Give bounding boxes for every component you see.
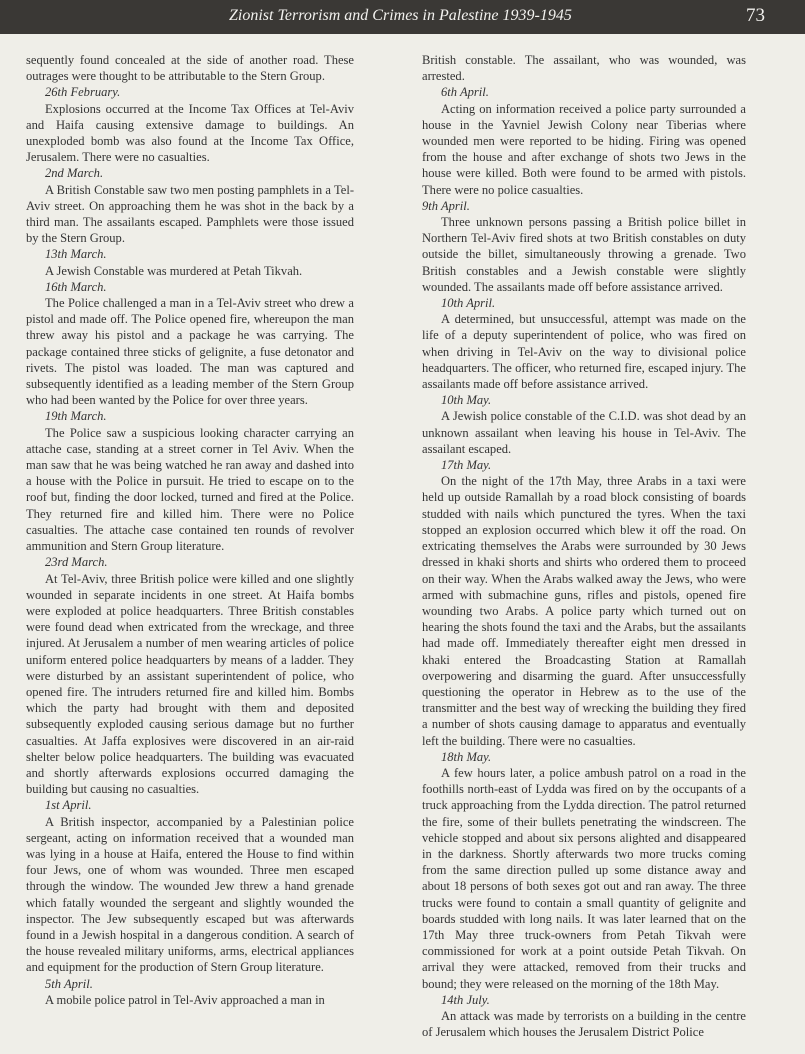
running-title: Zionist Terrorism and Crimes in Palestine 1939-1945 xyxy=(229,7,572,24)
entry-date: 19th March. xyxy=(45,409,107,424)
paragraph: A Jewish Constable was murdered at Petah Tikvah. xyxy=(45,263,303,278)
paragraph: The Police saw a suspicious looking character carrying an attache case, standing at a street corner in Tel Aviv. When the man saw that he was being watched he ran away and dashed into a house with the Police in pursuit. He tried to escape on to the roof but, finding the door locked, turned and fired at the Police. They returned fire and killed him. There were no Police casualties. The attache case contained ten rounds of revolver ammunition and Stern Group literature. xyxy=(26,425,354,554)
paragraph: A Jewish police constable of the C.I.D. was shot dead by an unknown assailant when leaving his house in Tel-Aviv. The assailant escaped. xyxy=(422,409,746,456)
paragraph: The Police challenged a man in a Tel-Aviv street who drew a pistol and made off. The Police opened fire, whereupon the man threw away his pistol and a package he was carrying. The package contained three sticks of gelignite, a fuse detonator and rivets. The pistol was loaded. The man was captured and subsequently identified as a leading member of the Stern Group who had been wanted by the Police for over three years. xyxy=(26,296,354,408)
entry-date: 10th April. xyxy=(441,296,496,311)
entry-date: 9th April. xyxy=(422,198,470,213)
page-number: 73 xyxy=(746,5,765,26)
paragraph: Three unknown persons passing a British police billet in Northern Tel-Aviv fired shots at two British constables on duty outside the billet, simultaneously throwing a grenade. Two British constables and a Jewish constable were slightly wounded. The assailants made off before assistance arrived. xyxy=(422,215,746,294)
paragraph: At Tel-Aviv, three British police were killed and one slightly wounded in separate incidents in one street. At Haifa bombs were exploded at police headquarters. Three British constables were found dead when extricated from the wreckage, and three injured. At Jerusalem a number of men wearing articles of police uniform entered police headquarters by means of a ladder. They were disturbed by an assistant superintendent of police, who opened fire. The intruders returned fire and killed him. Bombs which the party had brought with them and deposited subsequently exploded causing serious damage but no further casualties. At Jaffa explosives were discovered in an air-raid shelter below police headquarters. The building was evacuated and shortly afterwards explosions occurred damaging the building but causing no casualties. xyxy=(26,571,354,797)
left-column xyxy=(26,52,354,1008)
entry-date: 13th March. xyxy=(45,247,107,262)
entry-date: 23rd March. xyxy=(45,555,108,570)
continued-paragraph: sequently found concealed at the side of another road. These outrages were thought to be attributable to the Stern Group. xyxy=(26,53,354,84)
entry-date: 17th May. xyxy=(441,458,492,473)
entry-date: 1st April. xyxy=(45,798,92,813)
entry-date: 26th February. xyxy=(45,85,121,100)
paragraph: Acting on information received a police party surrounded a house in the Yavniel Jewish Colony near Tiberias where wounded men were reported to be hiding. Firing was opened from the house and after exchange of shots two Jews in the house were killed. Both were found to be armed with pistols. There were no police casualties. xyxy=(422,101,746,197)
paragraph: A British Constable saw two men posting pamphlets in a Tel-Aviv street. On approaching them he was shot in the back by a third man. The assailants escaped. Pamphlets were those issued by the Stern Group. xyxy=(26,182,354,246)
paragraph: A mobile police patrol in Tel-Aviv approached a man in xyxy=(45,992,325,1007)
entry-date: 18th May. xyxy=(441,749,492,764)
paragraph: A British inspector, accompanied by a Palestinian police sergeant, acting on information received that a wounded man was lying in a house at Haifa, entered the House to find within four Jews, one of whom was wounded. Three men escaped through the window. The wounded Jew threw a hand grenade which fatally wounded the sergeant and slightly wounded the inspector. The Jew subsequently escaped but was afterwards found in a Jewish hospital in a dangerous condition. A search of the house revealed military uniforms, arms, electrical appliances and equipment for the production of Stern Group literature. xyxy=(26,814,354,975)
paragraph: Explosions occurred at the Income Tax Offices at Tel-Aviv and Haifa causing extensive damage to buildings. An unexploded bomb was also found at the Income Tax Office, Jerusalem. There were no casualties. xyxy=(26,101,354,165)
paragraph: A few hours later, a police ambush patrol on a road in the foothills north-east of Lydda was fired on by the occupants of a truck approaching from the Lydda direction. The patrol returned the fire, some of their bullets penetrating the windscreen. The vehicle stopped and about six persons alighted and disappeared in the darkness. Shortly afterwards two more trucks coming from the same direction pulled up some distance away and about 18 persons of both sexes got out and ran away. The three trucks were found to contain a small quantity of gelignite and boards studded with long nails. It was later learned that on the 17th May three truck-owners from Petah Tikvah were commissioned for work at a point outside Petah Tikvah. On arrival they were attacked, removed from their trucks and bound; they were released on the morning of the 18th May. xyxy=(422,765,746,991)
entry-date: 2nd March. xyxy=(45,166,104,181)
running-header xyxy=(0,0,805,34)
entry-date: 10th May. xyxy=(441,393,492,408)
entry-date: 14th July. xyxy=(441,992,490,1007)
paragraph: An attack was made by terrorists on a building in the centre of Jerusalem which houses the Jerusalem District Police xyxy=(422,1008,746,1040)
right-column xyxy=(422,52,746,1040)
paragraph: A determined, but unsuccessful, attempt was made on the life of a deputy superintendent of police, who was fired on when driving in Tel-Aviv on the way to divisional police headquarters. The officer, who returned fire, escaped injury. The assailants made off before assistance arrived. xyxy=(422,312,746,392)
entry-date: 5th April. xyxy=(45,976,93,991)
paragraph: On the night of the 17th May, three Arabs in a taxi were held up outside Ramallah by a road block consisting of boards studded with nails which punctured the tyres. When the taxi stopped an explosion occurred which blew it off the road. On extricating themselves the Arabs were surrounded by 30 Jews dressed in khaki shorts and shirts who ordered them to proceed on their way. When the Arabs walked away the Jews, who were armed with submachine guns, rifles and pistols, opened fire wounding two Arabs. A police party which turned out on hearing the shots found the taxi and the Arabs, but the assailants had made off. Immediately thereafter eight men dressed in khaki entered the Broadcasting Station at Ramallah overpowering and disarming the guard. After unsuccessfully questioning the operator in Hebrew as to the use of the transmitter and the best way of wrecking the building they fired a number of shots causing damage to apparatus and eventually left the building. There were no casualties. xyxy=(422,474,746,748)
continued-paragraph: British constable. The assailant, who was wounded, was arrested. xyxy=(422,53,746,84)
entry-date: 6th April. xyxy=(441,85,489,100)
entry-date: 16th March. xyxy=(45,279,107,294)
